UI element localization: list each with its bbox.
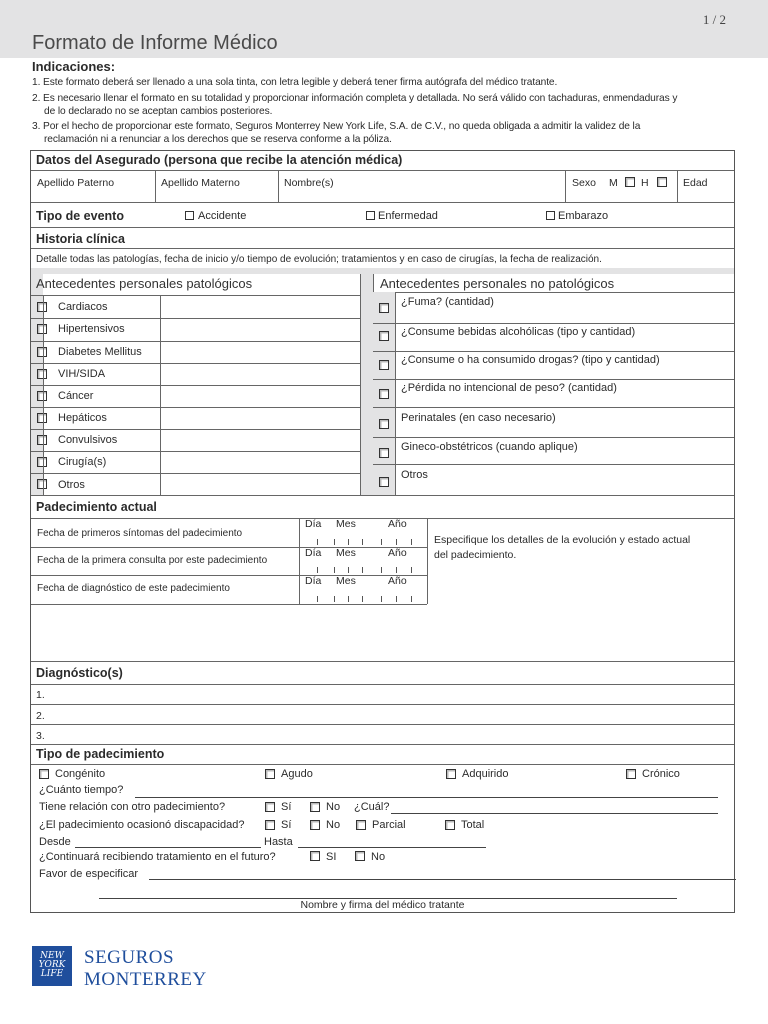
history-title: Historia clínica (36, 232, 125, 246)
until-field[interactable] (298, 847, 486, 848)
future-treatment-label: ¿Continuará recibiendo tratamiento en el futuro? (39, 851, 276, 863)
list-item: VIH/SIDA (58, 368, 106, 380)
which-field[interactable] (391, 813, 718, 814)
acute-checkbox[interactable] (265, 769, 275, 779)
month-label: Mes (336, 575, 356, 587)
future-yes-label: SI (326, 851, 337, 863)
illness-checkbox[interactable] (366, 211, 375, 220)
gyneco-checkbox[interactable] (379, 448, 389, 458)
sex-m-checkbox[interactable] (625, 177, 635, 187)
sex-m-label: M (609, 177, 618, 189)
related-yes-checkbox[interactable] (265, 802, 275, 812)
pathological-title: Antecedentes personales patológicos (36, 276, 253, 291)
acquired-label: Adquirido (462, 768, 509, 780)
drugs-checkbox[interactable] (379, 360, 389, 370)
brand-name-line-1: SEGUROS (84, 947, 175, 968)
hiv-checkbox[interactable] (37, 369, 47, 379)
alcohol-checkbox[interactable] (379, 331, 389, 341)
brand-name-line-2: MONTERREY (84, 969, 207, 990)
weight-loss-checkbox[interactable] (379, 389, 389, 399)
congenital-checkbox[interactable] (39, 769, 49, 779)
list-item: Diabetes Mellitus (58, 346, 142, 358)
how-long-label: ¿Cuánto tiempo? (39, 784, 124, 796)
hypertensive-checkbox[interactable] (37, 324, 47, 334)
list-item: Gineco-obstétricos (cuando aplique) (401, 441, 578, 453)
sex-label: Sexo (572, 177, 596, 189)
cardiac-checkbox[interactable] (37, 302, 47, 312)
pregnancy-label: Embarazo (558, 210, 609, 222)
medical-report-form (30, 150, 735, 913)
new-york-life-logo (32, 946, 72, 986)
disability-partial-label: Parcial (372, 819, 406, 831)
other-pathological-checkbox[interactable] (37, 479, 47, 489)
related-condition-label: Tiene relación con otro padecimiento? (39, 801, 226, 813)
until-label: Hasta (264, 836, 293, 848)
list-item: Cirugía(s) (58, 456, 107, 468)
month-label: Mes (336, 518, 356, 530)
logo-mark-line: LIFE (40, 969, 64, 979)
list-item: Convulsivos (58, 434, 118, 446)
last-name-maternal-label: Apellido Materno (161, 177, 240, 189)
signature-label: Nombre y firma del médico tratante (300, 899, 465, 911)
disability-no-checkbox[interactable] (310, 820, 320, 830)
list-item: ¿Pérdida no intencional de peso? (cantidad) (401, 382, 617, 394)
evolution-details-label: Especifique los detalles de la evolución y estado actual (434, 534, 691, 546)
from-field[interactable] (75, 847, 261, 848)
first-consult-label: Fecha de la primera consulta por este padecimiento (37, 555, 268, 566)
diagnosis-line-1: 1. (36, 689, 45, 701)
cancer-checkbox[interactable] (37, 391, 47, 401)
accident-label: Accidente (198, 210, 247, 222)
list-item: ¿Consume o ha consumido drogas? (tipo y cantidad) (401, 354, 660, 366)
diabetes-checkbox[interactable] (37, 347, 47, 357)
disability-yes-label: Sí (281, 819, 292, 831)
disability-no-label: No (326, 819, 341, 831)
from-label: Desde (39, 836, 71, 848)
other-non-pathological-checkbox[interactable] (379, 477, 389, 487)
instructions-title: Indicaciones: (32, 59, 116, 74)
list-item: ¿Fuma? (cantidad) (401, 296, 494, 308)
future-no-checkbox[interactable] (355, 851, 365, 861)
logo-mark-line: NEW (40, 951, 64, 961)
instruction-line: 3. Por el hecho de proporcionar este formato, Seguros Monterrey New York Life, S.A. de C.V., no queda obligada a admitir la validez de la (32, 121, 641, 132)
first-symptoms-label: Fecha de primeros síntomas del padecimiento (37, 528, 243, 539)
disability-total-label: Total (461, 819, 485, 831)
acquired-checkbox[interactable] (446, 769, 456, 779)
page-title: Formato de Informe Médico (32, 32, 278, 54)
diagnosis-date-label: Fecha de diagnóstico de este padecimiento (37, 583, 230, 594)
day-label: Día (305, 547, 322, 559)
list-item: Perinatales (en caso necesario) (401, 412, 556, 424)
age-label: Edad (683, 177, 708, 189)
list-item: Cáncer (58, 390, 94, 402)
illness-label: Enfermedad (378, 210, 438, 222)
future-no-label: No (371, 851, 386, 863)
sex-h-label: H (641, 177, 649, 189)
history-detail: Detalle todas las patologías, fecha de inicio y/o tiempo de evolución; tratamientos y en caso de cirugías, la fecha de realización. (36, 254, 602, 265)
year-label: Año (388, 547, 407, 559)
how-long-field[interactable] (135, 797, 718, 798)
instruction-line: 1. Este formato deberá ser llenado a una sola tinta, con letra legible y deberá tener firma autógrafa del médico tratante. (32, 77, 558, 88)
future-yes-checkbox[interactable] (310, 851, 320, 861)
logo-mark-line: YORK (38, 960, 66, 970)
chronic-label: Crónico (642, 768, 680, 780)
month-label: Mes (336, 547, 356, 559)
last-name-paternal-label: Apellido Paterno (37, 177, 115, 189)
chronic-checkbox[interactable] (626, 769, 636, 779)
disability-yes-checkbox[interactable] (265, 820, 275, 830)
current-condition-title: Padecimiento actual (36, 500, 157, 514)
instruction-line: 2. Es necesario llenar el formato en su totalidad y proporcionar información completa y detallada. No será válido con tachaduras, enmendaduras y (32, 93, 678, 104)
surgery-checkbox[interactable] (37, 457, 47, 467)
diagnosis-line-3: 3. (36, 730, 45, 742)
diagnosis-line-2: 2. (36, 710, 45, 722)
event-type-title: Tipo de evento (36, 209, 124, 223)
disability-total-checkbox[interactable] (445, 820, 455, 830)
list-item: ¿Consume bebidas alcohólicas (tipo y cantidad) (401, 326, 636, 338)
hepatic-checkbox[interactable] (37, 413, 47, 423)
instruction-line: reclamación ni a renunciar a los derechos que se reserva conforme a la póliza. (44, 134, 392, 145)
pregnancy-checkbox[interactable] (546, 211, 555, 220)
specify-label: Favor de especificar (39, 868, 139, 880)
day-label: Día (305, 518, 322, 530)
which-label: ¿Cuál? (354, 801, 390, 813)
list-item: Otros (58, 479, 85, 491)
disability-partial-checkbox[interactable] (356, 820, 366, 830)
day-label: Día (305, 575, 322, 587)
condition-type-title: Tipo de padecimiento (36, 747, 165, 761)
list-item: Cardiacos (58, 301, 108, 313)
specify-field[interactable] (149, 879, 736, 880)
first-names-label: Nombre(s) (284, 177, 334, 189)
year-label: Año (388, 575, 407, 587)
list-item: Hepáticos (58, 412, 107, 424)
congenital-label: Congénito (55, 768, 106, 780)
list-item: Otros (401, 469, 428, 481)
smoke-checkbox[interactable] (379, 303, 389, 313)
non-pathological-title: Antecedentes personales no patológicos (380, 276, 615, 291)
perinatal-checkbox[interactable] (379, 419, 389, 429)
related-no-checkbox[interactable] (310, 802, 320, 812)
convulsive-checkbox[interactable] (37, 435, 47, 445)
accident-checkbox[interactable] (185, 211, 194, 220)
page-number: 1 / 2 (702, 12, 726, 27)
insured-section-title: Datos del Asegurado (persona que recibe la atención médica) (36, 153, 403, 167)
related-yes-label: Sí (281, 801, 292, 813)
sex-h-checkbox[interactable] (657, 177, 667, 187)
evolution-details-label-2: del padecimiento. (434, 549, 517, 561)
list-item: Hipertensivos (58, 323, 125, 335)
disability-label: ¿El padecimiento ocasionó discapacidad? (39, 819, 245, 831)
diagnosis-title: Diagnóstico(s) (36, 666, 123, 680)
acute-label: Agudo (281, 768, 313, 780)
year-label: Año (388, 518, 407, 530)
instruction-line: de lo declarado no se aceptan cambios posteriores. (44, 106, 273, 117)
related-no-label: No (326, 801, 341, 813)
page-header (0, 0, 768, 58)
